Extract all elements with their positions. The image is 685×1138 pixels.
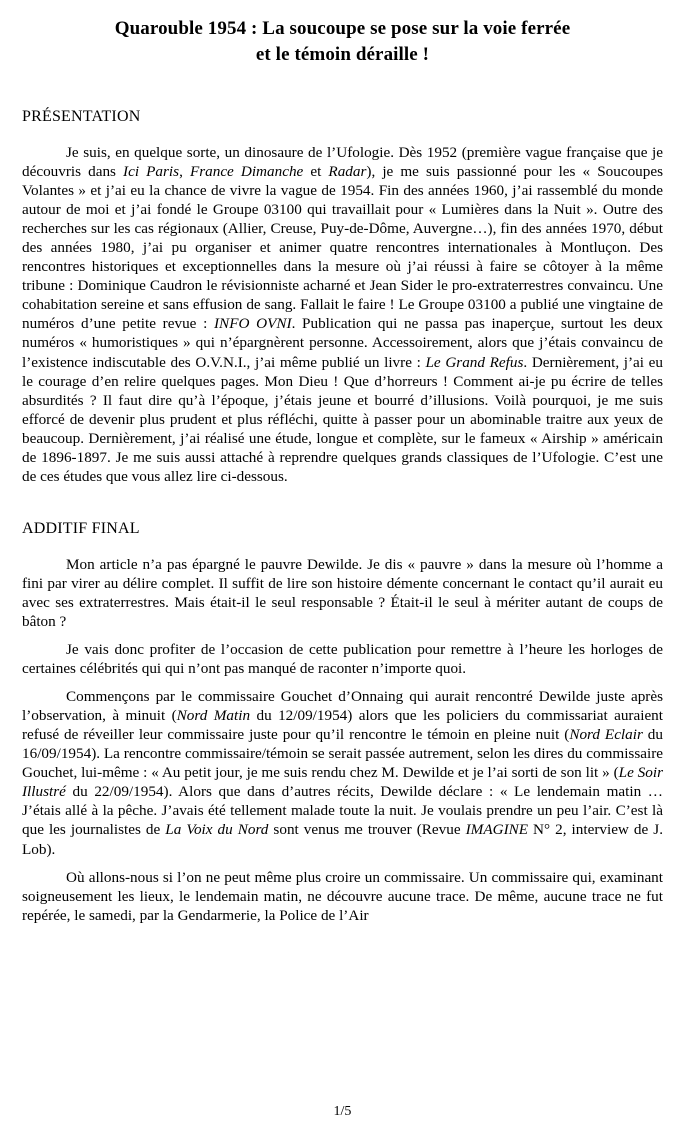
text-segment: sont venus me trouver (Revue (268, 821, 466, 839)
additif-paragraph-3 (22, 687, 663, 858)
text-segment: du 22/09/1954). Alors que dans d’autres récits, Dewilde déclare : « Le lendemain matin … J’étais allé à la pêche. J’avais été tellement malade toute la nuit. Je voulais prendre un peu l’air. C’est là que les journalistes de (22, 783, 663, 839)
text-segment: du 12/09/1954) alors que les policiers du commissariat auraient refusé de réveiller leur commissaire juste pour qu’il rencontre le témoin en pleine nuit ( (22, 707, 663, 744)
text-segment: . Dernièrement, j’ai eu le courage d’en relire quelques pages. Mon Dieu ! Que d’horreurs ! Comment ai-je pu écrire de telles absurdités ? Il faut dire qu’à l’époque, j’étais jeune et bourré d’illusions. Voilà pourquoi, je me suis efforcé de devenir plus prudent et plus réfléchi, quitte à passer pour un abominable traitre aux yeux de beaucoup. Dernièrement, j’ai réalisé une étude, longue et complète, sur le fameux « Airship » américain de 1896-1897. Je me suis aussi attaché à reprendre quelques grands classiques de l’Ufologie. C’est une de ces études que vous allez lire ci-dessous. (22, 353, 664, 485)
publication-name-nord-matin: Nord Matin (176, 707, 251, 725)
publication-name-nord-eclair: Nord Eclair (569, 726, 643, 744)
publication-name-la-voix-du-nord: La Voix du Nord (165, 821, 269, 839)
publication-name-radar: Radar (328, 163, 367, 181)
text-segment: , (179, 163, 190, 181)
page-title-line-1: Quarouble 1954 : La soucoupe se pose sur la voie ferrée (114, 18, 571, 39)
text-segment: et (303, 163, 329, 181)
publication-name-info-ovni: INFO OVNI (214, 315, 292, 333)
publication-name-le-soir-illustre: Le Soir Illustré (22, 764, 664, 801)
publication-name-france-dimanche: France Dimanche (189, 163, 304, 181)
section-heading-additif-final: ADDITIF FINAL (22, 519, 140, 537)
additif-paragraph-2: Je vais donc profiter de l’occasion de cette publication pour remettre à l’heure les horloges de certaines célébrités qui qui n’ont pas manqué de raconter n’importe quoi. (22, 641, 663, 678)
page-title-line-2: et le témoin déraille ! (255, 44, 430, 65)
presentation-paragraph (22, 143, 663, 486)
text-segment: ), je me suis passionné pour les « Soucoupes Volantes » et j’ai eu la chance de vivre la vague de 1954. Fin des années 1960, j’ai rassemblé du monde autour de moi et j’ai fondé le Groupe 03100 qui travaillait pour « Lumières dans la Nuit ». Outre des recherches sur les cas régionaux (Allier, Creuse, Puy-de-Dôme, Auvergne…), fin des années 1970, début des années 1980, j’ai pu organiser et animer quatre rencontres internationales à Montluçon. Des rencontres historiques et exceptionnelles dans la mesure où j’ai réussi à faire se côtoyer à la même tribune : Dominique Caudron le révisionniste acharné et Jean Sider le pro-extraterrestres convaincu. Une cohabitation sereine et sans effusion de sang. Fallait le faire ! Le Groupe 03100 a publié une vingtaine de numéros d’une petite revue : (22, 163, 664, 333)
text-segment: Commençons par le commissaire Gouchet d’Onnaing qui aurait rencontré Dewilde juste après l’observation, à minuit ( (22, 688, 663, 725)
publication-name-ici-paris: Ici Paris (123, 163, 180, 181)
text-segment: . Publication qui ne passa pas inaperçue, surtout les deux numéros « humoristiques » qui n’épargnèrent personne. Accessoirement, alors que j’étais convaincu de l’existence indiscutable des O.V.N.I., j’ai même publié un livre : (22, 315, 663, 371)
page-title (22, 0, 663, 68)
text-segment: du 16/09/1954). La rencontre commissaire/témoin se serait passée autrement, selon les dires du commissaire Gouchet, lui-même : « Au petit jour, je me suis rendu chez M. Dewilde et je l’ai sorti de son lit » ( (22, 726, 663, 782)
additif-paragraph-1: Mon article n’a pas épargné le pauvre Dewilde. Je dis « pauvre » dans la mesure où l’homme a fini par virer au délire complet. Il suffit de lire son histoire démente concernant le contact qu’il aurait eu avec ses extraterrestres. Mais était-il le seul responsable ? Était-il le seul à mériter autant de coups de bâton ? (22, 555, 663, 630)
page-footer (0, 1104, 685, 1120)
page-number: 1/5 (333, 1104, 352, 1119)
text-segment: N° 2, interview de J. Lob). (22, 821, 664, 858)
additif-paragraph-4: Où allons-nous si l’on ne peut même plus croire un commissaire. Un commissaire qui, examinant soigneusement les lieux, le lendemain matin, ne découvre aucune trace. De même, aucune trace ne fut repérée, le samedi, par la Gendarmerie, la Police de l’Air (22, 868, 663, 924)
section-heading-presentation: PRÉSENTATION (22, 108, 141, 125)
publication-name-imagine: IMAGINE (465, 821, 529, 839)
text-segment: Je suis, en quelque sorte, un dinosaure de l’Ufologie. Dès 1952 (première vague française que je découvris dans (22, 144, 663, 181)
book-title-le-grand-refus: Le Grand Refus (425, 353, 524, 371)
